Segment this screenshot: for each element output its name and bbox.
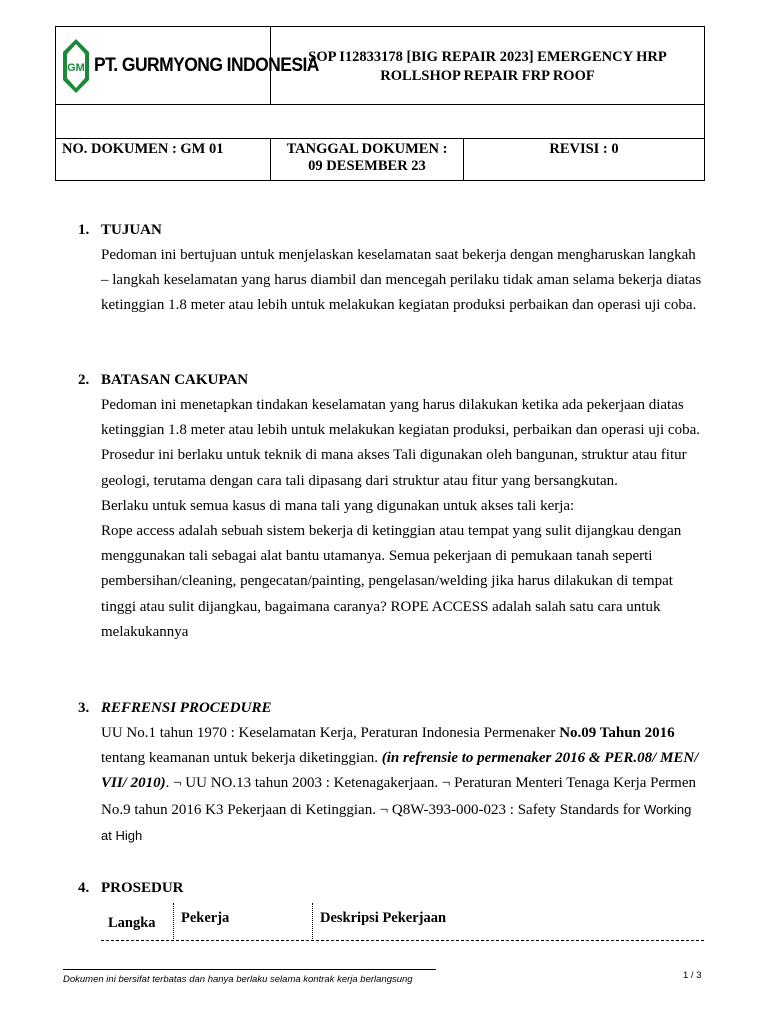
column-divider [173,903,174,941]
revision: REVISI : 0 [464,139,705,181]
section-batasan-cakupan [78,368,704,645]
column-divider [312,903,313,941]
section-refrensi-procedure [78,696,704,849]
column-header-pekerja: Pekerja [181,910,230,926]
footer-divider [63,969,436,970]
section-body: UU No.1 tahun 1970 : Keselamatan Kerja, Peraturan Indonesia Permenaker No.09 Tahun 2016 tentang keamanan untuk bekerja diketinggian. (in refrensie to permenaker 2016 & PER.08/ MEN/ VII/ 2010). ¬ UU NO.13 tahun 2003 : Ketenagakerjaan. ¬ Peraturan Menteri Tenaga Kerja Permen No.9 tahun 2016 K3 Pekerjaan di Ketinggian. ¬ Q8W-393-000-023 : Safety Standards for Working at High [101,725,699,843]
section-heading: 4. PROSEDUR [78,880,184,896]
column-header-langka: Langka [108,915,156,931]
doc-date [271,139,464,181]
blank-row [56,105,705,139]
doc-date-label: TANGGAL DOKUMEN : [286,141,448,157]
company-logo [62,38,338,94]
doc-date-value: 09 DESEMBER 23 [308,158,426,174]
section-tujuan [78,218,704,319]
document-title: SOP I12833178 [BIG REPAIR 2023] EMERGENCY HRP ROLLSHOP REPAIR FRP ROOF [271,27,705,105]
doc-number: NO. DOKUMEN : GM 01 [56,139,271,181]
section-heading: 2. BATASAN CAKUPAN [78,372,249,388]
section-paragraph: Rope access adalah sebuah sistem bekerja di ketinggian atau tempat yang sulit dijangkau dengan menggunakan tali sebagai alat bantu utamanya. Semua pekerjaan di pemukaan tanah seperti pembersihan/cleaning, pengecatan/painting, pengelasan/welding jika harus dilakukan di tempat tinggi atau sulit dijangkau, bagaimana caranya? ROPE ACCESS adalah salah satu cara untuk melakukannya [101,523,682,640]
gm-logo-icon [62,38,90,94]
section-paragraph: Prosedur ini berlaku untuk teknik di mana akses Tali digunakan oleh bangunan, struktur atau fitur geologi, terutama dengan cara tali dipasang dari struktur atau fitur yang bersangkutan. [101,447,687,489]
company-name: PT. GURMYONG INDONESIA [94,55,319,76]
table-bottom-border [101,940,704,941]
logo-cell [56,27,319,105]
page-number: 1 / 3 [683,970,702,981]
section-paragraph: Pedoman ini menetapkan tindakan keselamatan yang harus dilakukan ketika ada pekerjaan diatas ketinggian 1.8 meter atau lebih untuk melakukan kegiatan produksi, perbaikan dan operasi uji coba. [101,397,700,439]
section-body: Pedoman ini bertujuan untuk menjelaskan keselamatan saat bekerja dengan mengharuskan langkah – langkah keselamatan yang harus diambil dan mencegah perilaku tidak aman selama bekerja diatas ketinggian 1.8 meter atau lebih untuk melakukan kegiatan produksi perbaikan dan operasi uji coba. [101,247,702,314]
procedure-table-header [101,903,704,941]
column-header-deskripsi: Deskripsi Pekerjaan [320,910,447,926]
section-heading: 1. TUJUAN [78,222,162,238]
section-paragraph: Berlaku untuk semua kasus di mana tali yang digunakan untuk akses tali kerja: [101,497,575,514]
section-prosedur [78,876,704,901]
section-heading: 3. REFRENSI PROCEDURE [78,700,272,716]
document-header-table [55,26,705,181]
svg-text:GM: GM [67,62,85,74]
footer-note: Dokumen ini bersifat terbatas dan hanya berlaku selama kontrak kerja berlangsung [63,974,413,985]
